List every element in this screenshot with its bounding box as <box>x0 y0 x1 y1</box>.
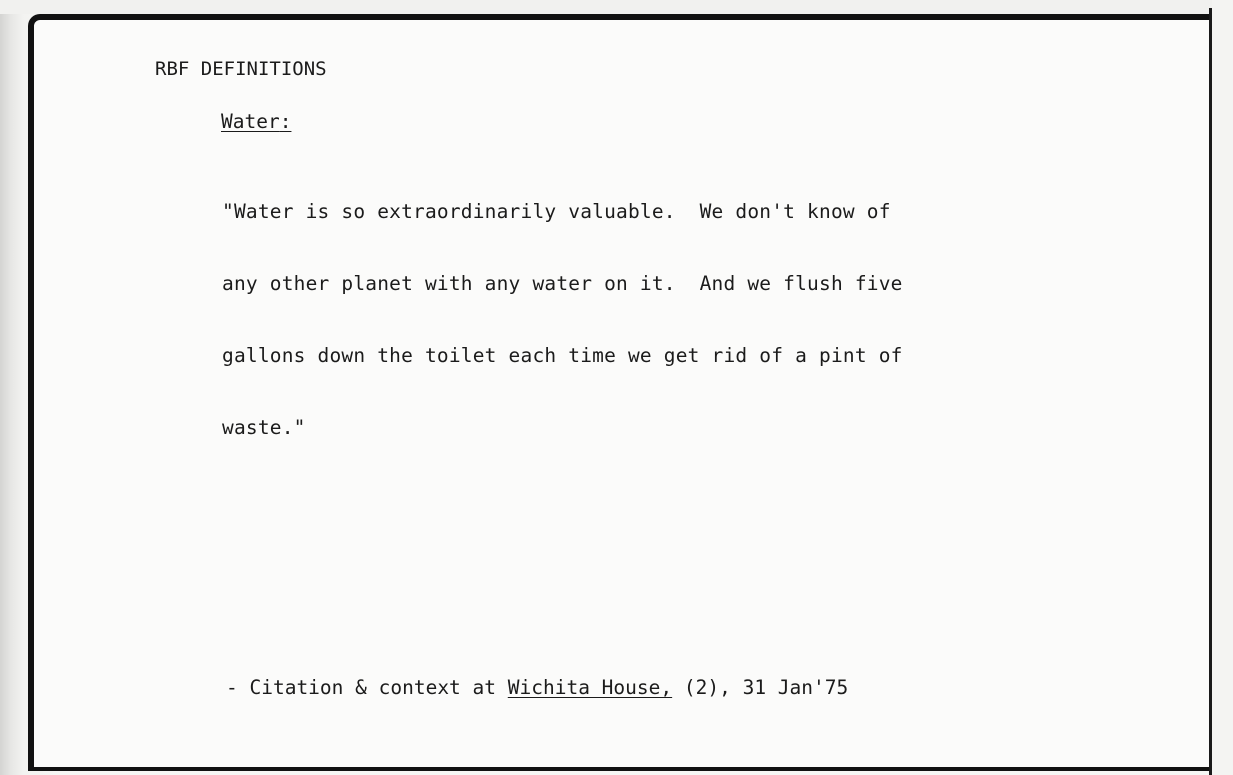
quote-line-3: gallons down the toilet each time we get rid of a pint of <box>222 344 903 367</box>
quote-line-2: any other planet with any water on it. And we flush five <box>222 272 903 295</box>
term-colon: : <box>279 110 292 133</box>
term-word: Water <box>221 110 280 133</box>
definition-quote <box>222 152 903 488</box>
quote-line-1: "Water is so extraordinarily valuable. We don't know of <box>222 200 891 223</box>
citation-prefix: - Citation & context at <box>226 676 508 699</box>
scan-top-margin <box>0 0 1233 14</box>
card-header: RBF DEFINITIONS <box>155 58 327 80</box>
citation-line <box>226 676 848 699</box>
definition-term <box>221 110 291 133</box>
citation-suffix: (2), 31 Jan'75 <box>672 676 849 699</box>
quote-line-4: waste." <box>222 416 306 439</box>
citation-source: Wichita House, <box>507 676 673 699</box>
scan-right-margin <box>1212 0 1233 775</box>
